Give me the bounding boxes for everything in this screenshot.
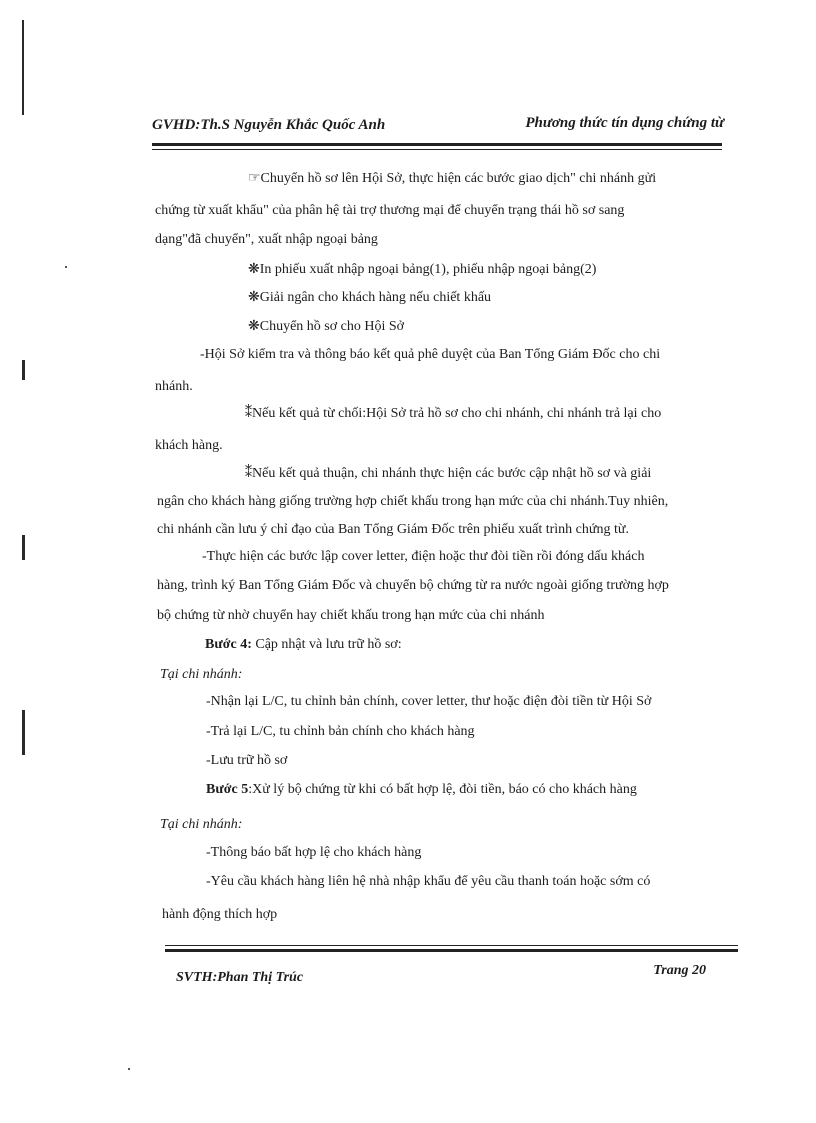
- scan-edge-mark: [22, 360, 25, 380]
- body-line: ☞Chuyển hồ sơ lên Hội Sở, thực hiện các bước giao dịch" chi nhánh gửi: [248, 171, 657, 186]
- scan-edge-mark: [22, 710, 25, 755]
- body-line: bộ chứng từ nhờ chuyển hay chiết khấu trong hạn mức của chi nhánh: [157, 608, 545, 623]
- step-4-label: Bước 4:: [205, 637, 252, 652]
- body-line: -Thực hiện các bước lập cover letter, điện hoặc thư đòi tiền rồi đóng dấu khách: [202, 549, 645, 564]
- body-line: dạng"đã chuyển", xuất nhập ngoại bảng: [155, 232, 378, 247]
- body-line: -Nhận lại L/C, tu chỉnh bản chính, cover letter, thư hoặc điện đòi tiền từ Hội Sở: [206, 694, 652, 709]
- step-4-text: Cập nhật và lưu trữ hồ sơ:: [251, 637, 402, 652]
- body-line: hàng, trình ký Ban Tổng Giám Đốc và chuyển bộ chứng từ ra nước ngoài giống trường hợp: [157, 578, 669, 593]
- body-line: ❋Chuyển hồ sơ cho Hội Sở: [248, 319, 405, 334]
- step-5-label: Bước 5: [206, 782, 249, 797]
- body-line: khách hàng.: [155, 438, 223, 453]
- header-rule-thin: [152, 149, 722, 150]
- body-line: ⁑Nếu kết quả thuận, chi nhánh thực hiện các bước cập nhật hồ sơ và giải: [245, 466, 652, 481]
- body-line: -Yêu cầu khách hàng liên hệ nhà nhập khẩu để yêu cầu thanh toán hoặc sớm có: [206, 874, 651, 889]
- scan-edge-mark: [22, 20, 24, 115]
- footer-rule-thin: [165, 945, 738, 946]
- page-number: Trang 20: [653, 963, 706, 978]
- body-line: ❋In phiếu xuất nhập ngoại bảng(1), phiếu nhập ngoại bảng(2): [248, 262, 597, 277]
- subheading-branch: Tại chi nhánh:: [160, 817, 243, 832]
- body-line: -Thông báo bất hợp lệ cho khách hàng: [206, 845, 422, 860]
- header-instructor: GVHD:Th.S Nguyễn Khắc Quốc Anh: [152, 117, 386, 133]
- body-line: nhánh.: [155, 379, 193, 394]
- body-line: -Hội Sở kiểm tra và thông báo kết quả phê duyệt của Ban Tổng Giám Đốc cho chi: [200, 347, 661, 362]
- scan-speck: [65, 266, 67, 268]
- body-line: -Lưu trữ hồ sơ: [206, 753, 288, 768]
- scan-speck: [128, 1068, 130, 1070]
- body-line: -Trả lại L/C, tu chỉnh bản chính cho khách hàng: [206, 724, 475, 739]
- step-4-heading: [205, 636, 402, 654]
- header-rule-thick: [152, 143, 722, 146]
- body-line: ngân cho khách hàng giống trường hợp chiết khấu trong hạn mức của chi nhánh.Tuy nhiên,: [157, 494, 669, 509]
- step-5-heading: [206, 781, 637, 799]
- body-line: chứng từ xuất khẩu" của phân hệ tài trợ thương mại để chuyển trạng thái hồ sơ sang: [155, 203, 625, 218]
- header-title: Phương thức tín dụng chứng từ: [525, 115, 724, 131]
- body-line: ❋Giải ngân cho khách hàng nếu chiết khấu: [248, 290, 492, 305]
- body-line: chi nhánh cần lưu ý chỉ đạo của Ban Tổng Giám Đốc trên phiếu xuất trình chứng từ.: [157, 522, 629, 537]
- footer-student: SVTH:Phan Thị Trúc: [176, 970, 304, 985]
- scan-edge-mark: [22, 535, 25, 560]
- body-line: ⁑Nếu kết quả từ chối:Hội Sở trả hồ sơ cho chi nhánh, chi nhánh trả lại cho: [245, 406, 662, 421]
- step-5-text: :Xử lý bộ chứng từ khi có bất hợp lệ, đòi tiền, báo có cho khách hàng: [248, 782, 637, 797]
- subheading-branch: Tại chi nhánh:: [160, 667, 243, 682]
- body-line: hành động thích hợp: [162, 907, 278, 922]
- footer-rule-thick: [165, 949, 738, 952]
